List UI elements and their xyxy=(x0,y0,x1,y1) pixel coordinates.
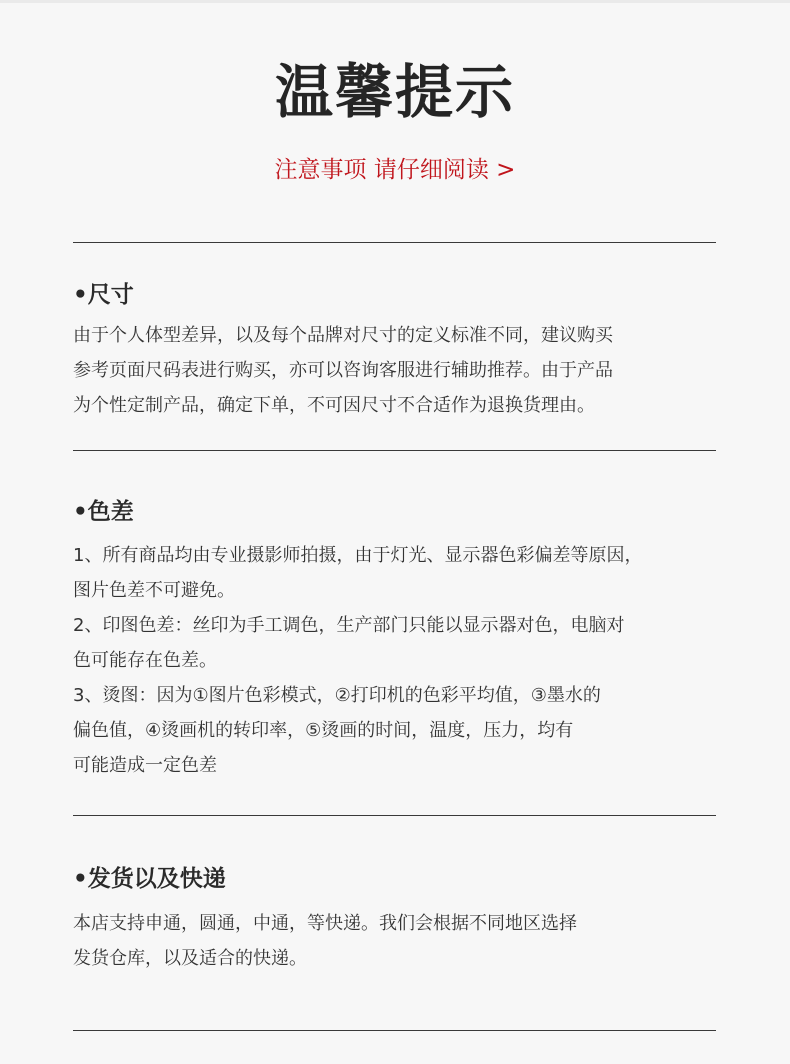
divider xyxy=(73,450,716,451)
section-heading-shipping: •发货以及快递 xyxy=(73,866,226,892)
paragraph-line: 由于个人体型差异，以及每个品牌对尺寸的定义标准不同，建议购买 xyxy=(73,325,613,346)
section-heading-size: •尺寸 xyxy=(73,282,134,308)
notice-subtitle-link[interactable]: 注意事项 请仔细阅读 > xyxy=(274,157,516,183)
divider xyxy=(73,242,716,243)
section-heading-color-difference: •色差 xyxy=(73,499,134,525)
paragraph-line: 1、所有商品均由专业摄影师拍摄，由于灯光、显示器色彩偏差等原因， xyxy=(73,545,643,566)
paragraph-line: 3、烫图：因为①图片色彩模式，②打印机的色彩平均值，③墨水的 xyxy=(73,685,601,706)
paragraph-line: 2、印图色差：丝印为手工调色，生产部门只能以显示器对色，电脑对 xyxy=(73,615,625,636)
paragraph-line: 发货仓库，以及适合的快递。 xyxy=(73,948,307,969)
paragraph-line: 参考页面尺码表进行购买，亦可以咨询客服进行辅助推荐。由于产品 xyxy=(73,360,613,381)
page-title: 温馨提示 xyxy=(274,58,515,126)
section-body-size xyxy=(73,318,723,423)
paragraph-line: 偏色值，④烫画机的转印率，⑤烫画的时间，温度，压力，均有 xyxy=(73,720,574,741)
paragraph-line: 可能造成一定色差 xyxy=(73,755,217,776)
top-edge-divider xyxy=(0,0,790,3)
divider xyxy=(73,815,716,816)
paragraph-line: 色可能存在色差。 xyxy=(73,650,217,671)
section-body-color-difference xyxy=(73,538,723,783)
section-body-shipping xyxy=(73,906,723,976)
paragraph-line: 为个性定制产品，确定下单，不可因尺寸不合适作为退换货理由。 xyxy=(73,395,595,416)
paragraph-line: 图片色差不可避免。 xyxy=(73,580,235,601)
paragraph-line: 本店支持申通，圆通，中通，等快递。我们会根据不同地区选择 xyxy=(73,913,577,934)
divider xyxy=(73,1030,716,1031)
